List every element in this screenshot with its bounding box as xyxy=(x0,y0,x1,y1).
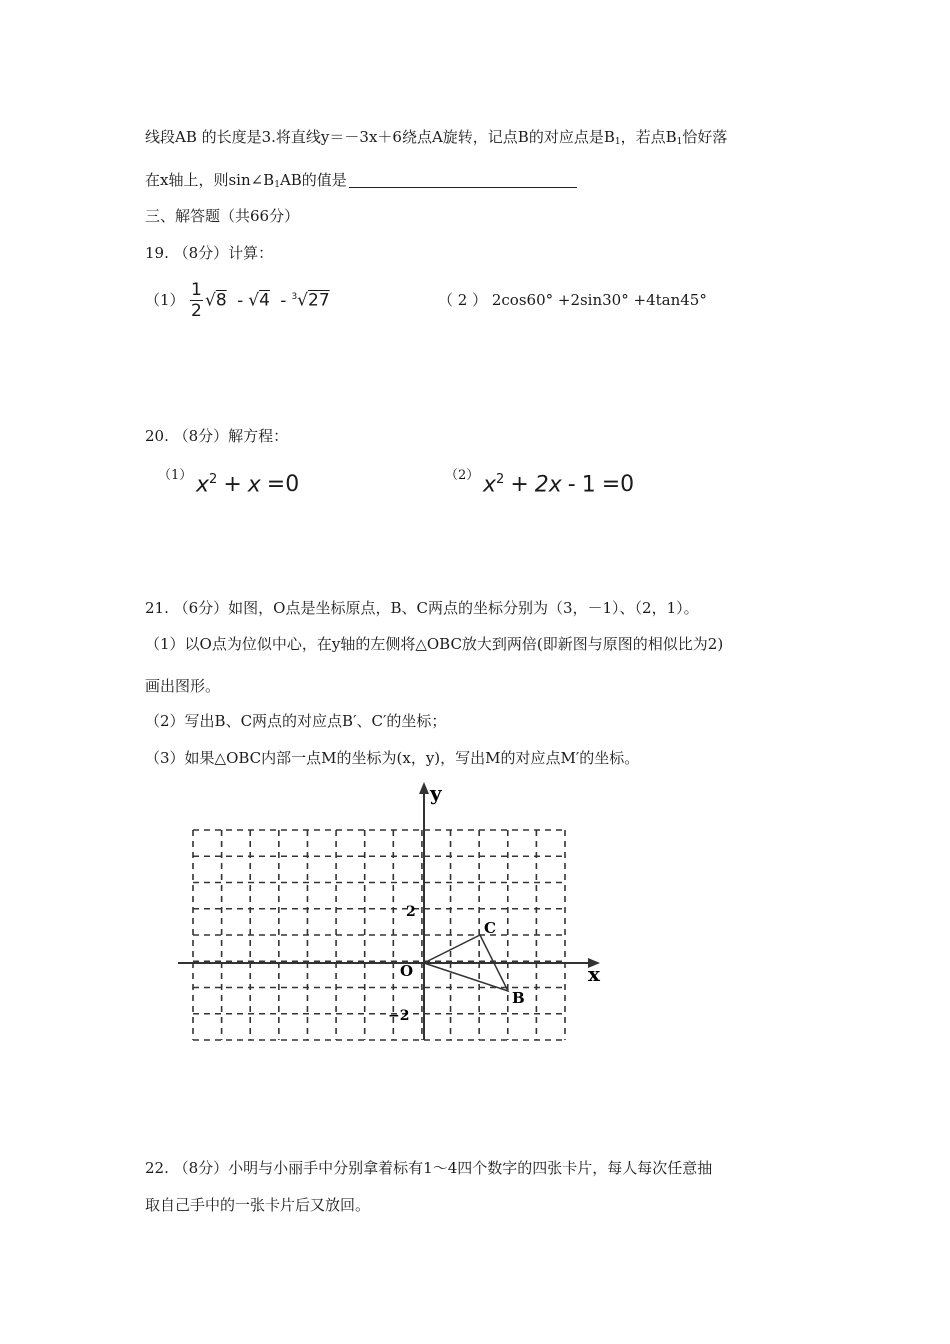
q20-part2-equation: $x^2 + 2x - 1 =0$ xyxy=(483,472,635,498)
q18-line-1: 线段AB 的长度是3.将直线y＝－3x＋6绕点A旋转，记点B的对应点是$B_1$，若点$B_1$恰好落 xyxy=(145,128,728,147)
coordinate-grid-figure xyxy=(170,778,620,1050)
section-3-heading: 三、解答题（共66分） xyxy=(145,207,300,225)
q20-part2-label: （2） xyxy=(445,468,480,483)
q21-part1-cont: 画出图形。 xyxy=(145,677,221,695)
answer-blank xyxy=(349,171,577,188)
tick-label-neg2: −2 xyxy=(388,1008,410,1024)
q21-title: 21. （6分）如图，O点是坐标原点，B、C两点的坐标分别为（3，－1）、（2，1）。 xyxy=(145,599,699,617)
q19-part2: （ 2 ） 2cos60° +2sin30° +4tan45° xyxy=(438,291,707,309)
q20-title: 20. （8分）解方程： xyxy=(145,427,289,445)
q18-line-2: 在x轴上，则$\sin\angle B_1AB$的值是 xyxy=(145,170,577,195)
q19-part1-fraction: $\frac{1}{2}$ xyxy=(191,280,202,321)
q22-line-1: 22. （8分）小明与小丽手中分别拿着标有1～4四个数字的四张卡片，每人每次任意抽 xyxy=(145,1159,713,1177)
q20-part1-label: （1） xyxy=(158,468,193,483)
q21-part2: （2）写出B、C两点的对应点B′、C′的坐标； xyxy=(145,712,447,730)
q21-part3: （3）如果△OBC内部一点M的坐标为(x，y)，写出M的对应点M′的坐标。 xyxy=(145,749,640,767)
q20-part1-equation: $x^2 + x =0$ xyxy=(196,472,300,498)
q19-part1-expression: √8 - √4 - $^3$√27 xyxy=(205,290,330,311)
q19-part1-label: （1） xyxy=(145,291,185,309)
q21-part1: （1）以O点为位似中心，在y轴的左侧将△OBC放大到两倍(即新图与原图的相似比为2) xyxy=(145,635,724,653)
tick-label-2: 2 xyxy=(406,904,416,920)
dashed-grid xyxy=(193,830,565,1040)
q22-line-2: 取自己手中的一张卡片后又放回。 xyxy=(145,1196,371,1214)
q19-title: 19. （8分）计算： xyxy=(145,244,274,262)
y-axis xyxy=(419,782,429,1040)
x-axis-label: x xyxy=(588,962,600,986)
point-c-label: C xyxy=(484,919,496,937)
origin-label: O xyxy=(400,962,414,980)
point-b-label: B xyxy=(512,989,525,1007)
y-axis-label: y xyxy=(430,781,442,805)
